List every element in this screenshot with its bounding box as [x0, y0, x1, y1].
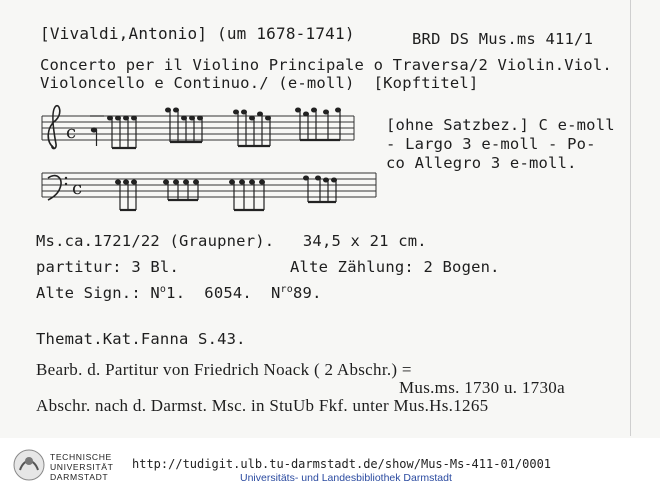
partitur-info: partitur: 3 Bl.: [36, 258, 179, 276]
music-incipit: [36, 98, 381, 223]
tu-darmstadt-logo-icon: [12, 448, 46, 482]
shelfmark: BRD DS Mus.ms 411/1: [412, 30, 594, 48]
bass-note-group-4: [304, 176, 337, 202]
treble-clef-icon: [48, 106, 60, 149]
abschrift-line: Abschr. nach d. Darmst. Msc. in StuUb Fkf. unter Mus.Hs.1265: [36, 396, 489, 415]
physical-description: Ms.ca.1721/22 (Graupner). 34,5 x 21 cm.: [36, 232, 427, 250]
themat-katalog: Themat.Kat.Fanna S.43.: [36, 330, 246, 348]
alte-signatur: Alte Sign.: $N^o1$. 6054. $N^{ro}89$.: [36, 284, 322, 303]
note-group-1: [90, 116, 104, 146]
incipit-note-3: co Allegro 3 e-moll.: [386, 154, 577, 172]
card-edge: [630, 0, 631, 436]
bearbeitung-line-1: Bearb. d. Partitur von Friedrich Noack ( 2 Abschr.) =: [36, 360, 412, 379]
logo-text: TECHNISCHE UNIVERSITÄT DARMSTADT: [50, 452, 114, 482]
bearbeitung-line-2: Mus.ms. 1730 u. 1730a: [399, 378, 565, 397]
note-group-2: [108, 116, 137, 148]
title-line-2: Violoncello e Continuo./ (e-moll) [Kopftitel]: [40, 74, 479, 92]
source-url[interactable]: http://tudigit.ulb.tu-darmstadt.de/show/Mus-Ms-411-01/0001: [132, 457, 552, 471]
svg-text:c: c: [72, 178, 83, 199]
svg-text:c: c: [66, 122, 77, 143]
note-group-3: [166, 108, 203, 142]
composer-line: [Vivaldi,Antonio] (um 1678-1741): [40, 24, 355, 43]
title-line-1: Concerto per il Violino Principale o Traversa/2 Violin.Viol.: [40, 56, 612, 74]
incipit-note-2: - Largo 3 e-moll - Po-: [386, 135, 596, 153]
institution-name: Universitäts- und Landesbibliothek Darmstadt: [240, 472, 452, 484]
alte-zaehlung: Alte Zählung: 2 Bogen.: [290, 258, 500, 276]
note-group-5: [296, 108, 341, 140]
incipit-note-1: [ohne Satzbez.] C e-moll: [386, 116, 615, 134]
